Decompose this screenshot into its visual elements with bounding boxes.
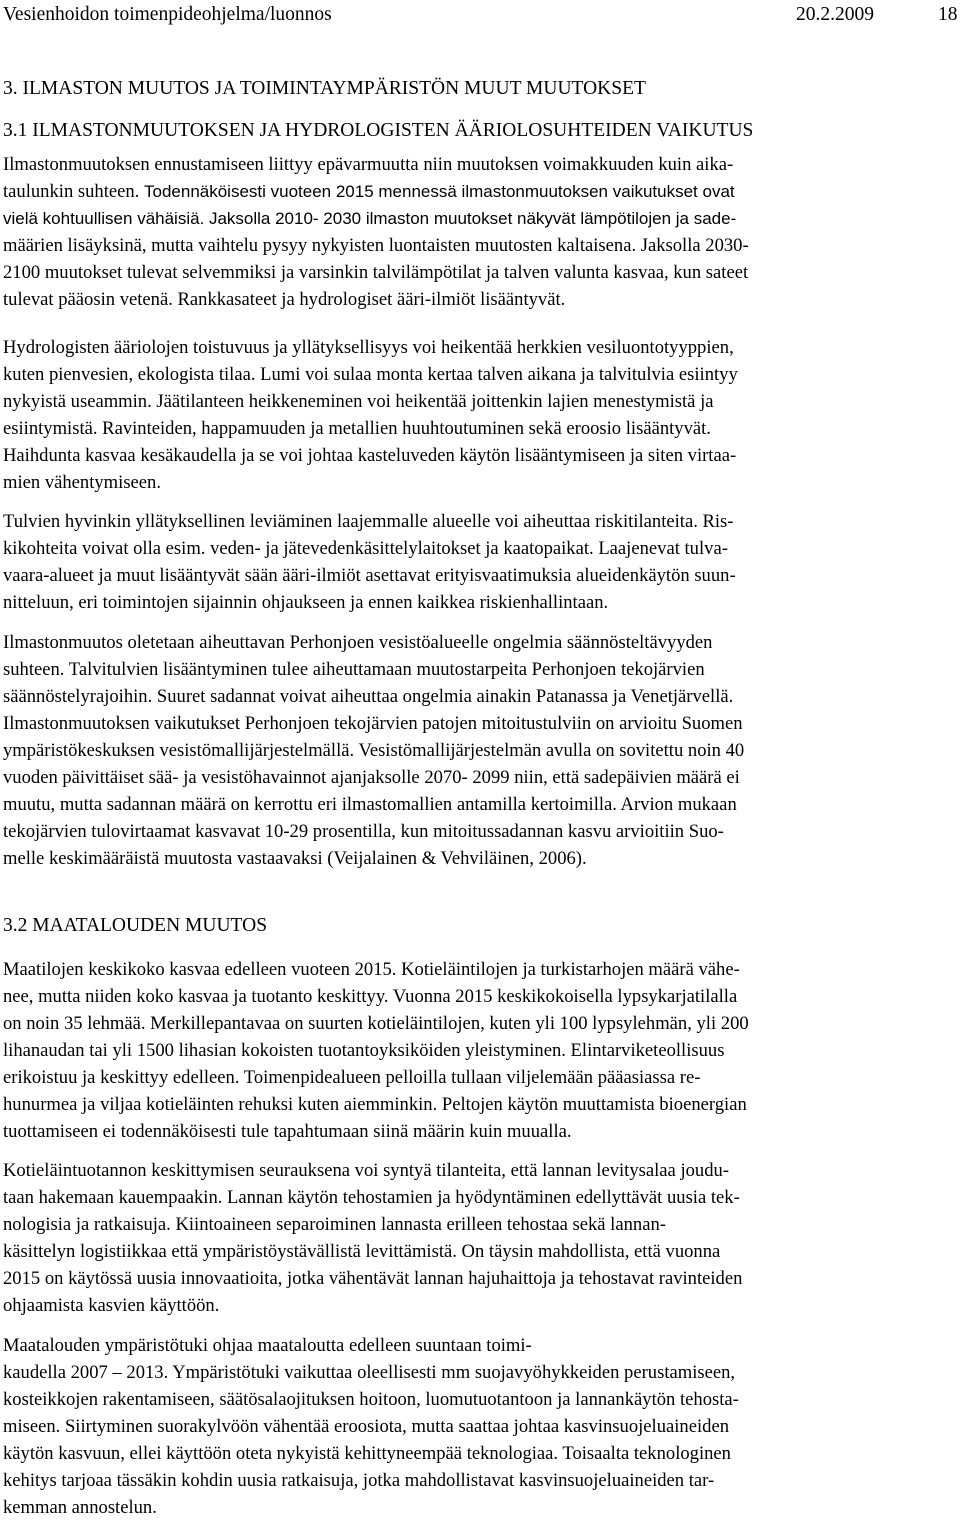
text-line: lihanaudan tai yli 1500 lihasian kokoisten tuotantoyksiköiden yleistyminen. Elintarviketeollisuus (3, 1040, 725, 1061)
paragraph-2 (3, 334, 953, 496)
text-line: säännöstelyrajoihin. Suuret sadannat voivat aiheuttaa ongelmia ainakin Patanassa ja Venetjärvellä. (3, 686, 734, 707)
text-line: taulunkin suhteen. (3, 181, 140, 202)
text-line: ympäristökeskuksen vesistömallijärjestelmällä. Vesistömallijärjestelmän avulla on sovitettu noin 40 (3, 740, 745, 761)
text-line: melle keskimääräistä muutosta vastaavaksi (Veijalainen & Vehviläinen, 2006). (3, 848, 587, 869)
paragraph-7 (3, 1332, 953, 1521)
section-heading-3: 3. ILMASTON MUUTOS JA TOIMINTAYMPÄRISTÖN MUUT MUUTOKSET (3, 78, 646, 99)
text-line: taan hakemaan kauempaakin. Lannan käytön tehostamien ja hyödyntäminen edellyttävät uusia tek- (3, 1187, 740, 1208)
document-title: Vesienhoidon toimenpideohjelma/luonnos (3, 4, 332, 25)
text-line: Haihdunta kasvaa kesäkaudella ja se voi johtaa kasteluveden käytön lisääntymiseen ja siten virtaa- (3, 445, 737, 466)
text-line: tulevat pääosin vetenä. Rankkasateet ja hydrologiset ääri-ilmiöt lisääntyvät. (3, 289, 566, 310)
text-line: Ilmastonmuutoksen vaikutukset Perhonjoen tekojärvien patojen mitoitustulviin on arvioitu Suomen (3, 713, 743, 734)
text-line: Maatalouden ympäristötuki ohjaa maataloutta edelleen suuntaan toimi- (3, 1335, 532, 1356)
text-line: miseen. Siirtyminen suorakylvöön vähentää eroosiota, mutta saattaa johtaa kasvinsuojeluaineiden (3, 1416, 729, 1437)
text-line: kemman annostelun. (3, 1497, 157, 1518)
paragraph-4 (3, 629, 953, 872)
paragraph-3 (3, 508, 953, 616)
text-line: Jaksolla 2010- 2030 ilmaston muutokset näkyvät lämpötilojen ja sade- (208, 209, 737, 228)
text-line: Ilmastonmuutos oletetaan aiheuttavan Perhonjoen vesistöalueelle ongelmia säännösteltävyyden (3, 632, 713, 653)
text-line: vaara-alueet ja muut lisääntyvät sään ääri-ilmiöt asettavat erityisvaatimuksia alueidenkäytön suun- (3, 565, 736, 586)
text-line-group (3, 205, 953, 232)
text-line: nee, mutta niiden koko kasvaa ja tuotanto keskittyy. Vuonna 2015 keskikokoisella lypsykarjatilalla (3, 986, 738, 1007)
text-line: esiintymistä. Ravinteiden, happamuuden ja metallien huuhtoutuminen sekä eroosio lisääntyvät. (3, 418, 711, 439)
text-line: tekojärvien tulovirtaamat kasvavat 10-29 prosentilla, kun mitoitussadannan kasvu arvioitiin Suo- (3, 821, 724, 842)
text-line: kikohteita voivat olla esim. veden- ja jätevedenkäsittelylaitokset ja kaatopaikat. Laajenevat tulva- (3, 538, 728, 559)
page-number: 18 (938, 4, 958, 25)
text-line: mien vähentymiseen. (3, 472, 162, 493)
section-heading-3-2: 3.2 MAATALOUDEN MUUTOS (3, 915, 268, 936)
text-line: kosteikkojen rakentamiseen, säätösalaojituksen hoitoon, luomutuotantoon ja lannankäytön tehosta- (3, 1389, 739, 1410)
paragraph-1 (3, 151, 953, 313)
text-line: Maatilojen keskikoko kasvaa edelleen vuoteen 2015. Kotieläintilojen ja turkistarhojen määrä vähe- (3, 959, 740, 980)
text-line: Kotieläintuotannon keskittymisen seurauksena voi syntyä tilanteita, että lannan levitysalaa joudu- (3, 1160, 730, 1181)
text-line: kuten pienvesien, ekologista tilaa. Lumi voi sulaa monta kertaa talven aikana ja talvitulvia esiintyy (3, 364, 738, 385)
text-line: erikoistuu ja keskittyy edelleen. Toimenpidealueen pelloilla tullaan viljelemään pääasiassa re- (3, 1067, 701, 1088)
text-line: käytön kasvuun, ellei käyttöön oteta nykyistä kehittyneempää teknologiaa. Toisaalta teknologinen (3, 1443, 731, 1464)
text-line: 2100 muutokset tulevat selvemmiksi ja varsinkin talvilämpötilat ja talven valunta kasvaa, kun sateet (3, 262, 749, 283)
text-line: Hydrologisten ääriolojen toistuvuus ja yllätyksellisyys voi heikentää herkkien vesiluontotyyppien, (3, 337, 734, 358)
document-date: 20.2.2009 (796, 4, 874, 25)
text-line: vielä kohtuullisen vähäisiä. (3, 209, 205, 228)
text-line: nykyistä useammin. Jäätilanteen heikkeneminen voi heikentää joittenkin lajien menestymistä ja (3, 391, 714, 412)
text-line: vuoden päivittäiset sää- ja vesistöhavainnot ajanjaksolle 2070- 2099 niin, että sadepäivien määrä ei (3, 767, 740, 788)
paragraph-5 (3, 956, 953, 1145)
text-line: nitteluun, eri toimintojen sijainnin ohjaukseen ja ennen kaikkea riskienhallintaan. (3, 592, 609, 613)
text-line: muutu, mutta sadannan määrä on kerrottu eri ilmastomallien antamilla kertoimilla. Arvion mukaan (3, 794, 737, 815)
text-line: Tulvien hyvinkin yllätyksellinen leviäminen laajemmalle alueelle voi aiheuttaa riskitilanteita. Ris- (3, 511, 734, 532)
text-line-group (3, 178, 953, 205)
text-line: määrien lisäyksinä, mutta vaihtelu pysyy nykyisten luontaisten muutosten kaltaisena. Jaksolla 2030- (3, 235, 749, 256)
text-line: on noin 35 lehmää. Merkillepantavaa on suurten kotieläintilojen, kuten yli 100 lypsylehmän, yli 200 (3, 1013, 749, 1034)
section-heading-3-1: 3.1 ILMASTONMUUTOKSEN JA HYDROLOGISTEN ÄÄRIOLOSUHTEIDEN VAIKUTUS (3, 120, 754, 141)
text-line: käsittelyn logistiikkaa että ympäristöystävällistä levittämistä. On täysin mahdollista, että vuonna (3, 1241, 721, 1262)
text-line: kaudella 2007 – 2013. Ympäristötuki vaikuttaa oleellisesti mm suojavyöhykkeiden perustamiseen, (3, 1362, 736, 1383)
text-line: tuottamiseen ei todennäköisesti tule tapahtumaan siinä määrin kuin muualla. (3, 1121, 572, 1142)
text-line: nologisia ja ratkaisuja. Kiintoaineen separoiminen lannasta erilleen tehostaa sekä lannan- (3, 1214, 666, 1235)
text-line: hunurmea ja viljaa kotieläinten rehuksi kuten aiemminkin. Peltojen käytön muuttamista bioenergian (3, 1094, 747, 1115)
text-line: ohjaamista kasvien käyttöön. (3, 1295, 220, 1316)
text-line: suhteen. Talvitulvien lisääntyminen tulee aiheuttamaan muutostarpeita Perhonjoen tekojärvien (3, 659, 705, 680)
text-line: Todennäköisesti vuoteen 2015 mennessä ilmastonmuutoksen vaikutukset ovat (144, 182, 735, 201)
text-line: 2015 on käytössä uusia innovaatioita, jotka vähentävät lannan hajuhaittoja ja tehostavat ravinteiden (3, 1268, 743, 1289)
text-line: kehitys tarjoaa tässäkin kohdin uusia ratkaisuja, jotka mahdollistavat kasvinsuojeluaineiden tar- (3, 1470, 715, 1491)
paragraph-6 (3, 1157, 953, 1319)
text-line: Ilmastonmuutoksen ennustamiseen liittyy epävarmuutta niin muutoksen voimakkuuden kuin aika- (3, 154, 734, 175)
page-header (3, 2, 958, 28)
